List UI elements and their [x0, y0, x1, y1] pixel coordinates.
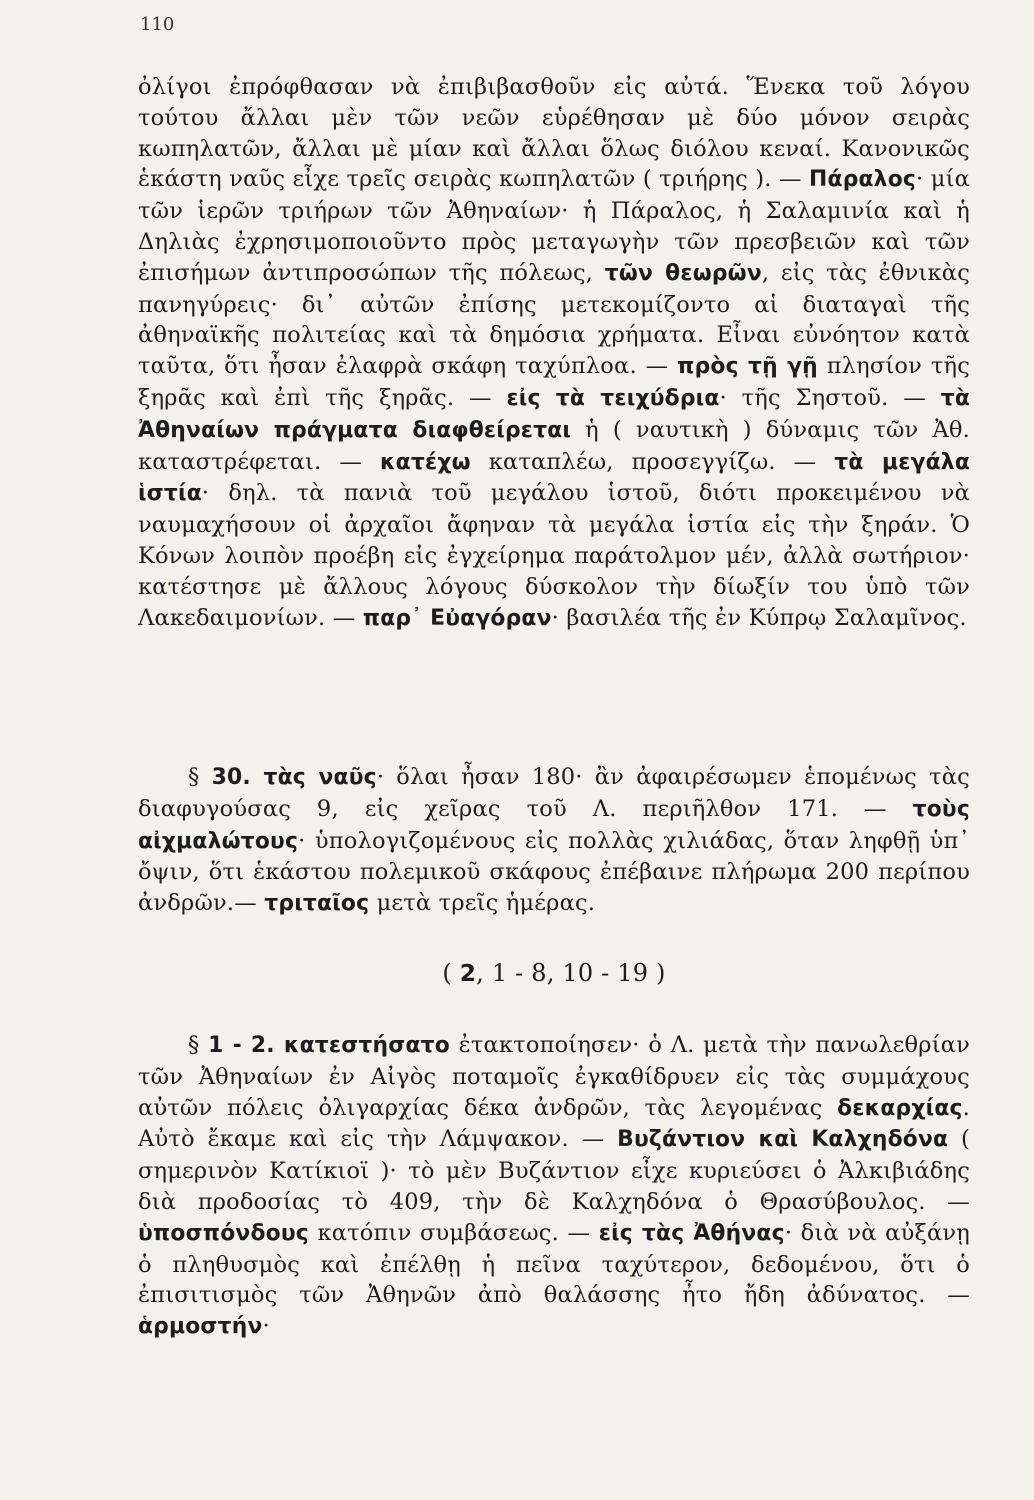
text-run: · μία τῶν ἱερῶν τριήρων τῶν Ἀθηναίων· ἡ Πάραλος, ἡ Σαλαμινία καὶ ἡ Δηλιὰς ἐχρησιμοποιοῦντο πρὸς μεταγωγὴν τῶν πρεσβειῶν καὶ τῶν ἐπισήμων ἀντιπροσώπων τῆς πόλεως, — [138, 166, 970, 286]
text-run: · διὰ νὰ αὐξάνῃ ὁ πληθυσμὸς καὶ ἐπέλθῃ ἡ πεῖνα ταχύτερον, δεδομένου, ὅτι ὁ ἐπισιτισμὸς τῶν Ἀθηνῶν ἀπὸ θαλάσσης ἦτο ἤδη ἀδύνατος. — — [138, 1219, 970, 1309]
text-run: ἐτακτοποίησεν· ὁ Λ. μετὰ τὴν πανωλεθρίαν τῶν Ἀθηναίων ἐν Αἰγὸς ποταμοῖς ἐγκαθίδρυεν εἰς τὰς συμμάχους αὐτῶν πόλεις ὀλιγαρχίας δέκα ἀνδρῶν, τὰς λεγομένας — [138, 1032, 970, 1121]
paragraph-paralos — [138, 72, 970, 634]
text-run: μετὰ τρεῖς ἡμέρας. — [369, 890, 596, 917]
text-run: § — [188, 764, 212, 790]
bold-term: ἁρμοστήν — [138, 1314, 263, 1340]
bold-term: κατέχω — [379, 449, 471, 475]
bold-term: ὑποσπόνδους — [138, 1220, 309, 1246]
chapter-reference — [138, 958, 970, 990]
bold-term: εἰς τὰ τειχύδρια — [506, 385, 720, 411]
text-run: · ὅλαι ἦσαν 180· ἂν ἀφαιρέσωμεν ἑπομένως τὰς διαφυγούσας 9, εἰς χεῖρας τοῦ Λ. περιῆλθον 171. — — [138, 764, 970, 822]
bold-term: τριταῖος — [264, 891, 370, 917]
commentary-section-b — [138, 762, 970, 920]
bold-term: 1 - 2. κατεστήσατο — [208, 1033, 450, 1058]
text-run: · δηλ. τὰ πανιὰ τοῦ μεγάλου ἱστοῦ, διότι προκειμένου νὰ ναυμαχήσουν οἱ ἀρχαῖοι ἄφηναν τὰ μεγάλα ἱστία εἰς τὴν ξηράν. Ὁ Κόνων λοιπὸν προέβη εἰς ἐγχείρημα παράτολμον μέν, ἀλλὰ σωτήριον· κατέστησε μὲ ἄλλους λόγους δύσκολον τὴν δίωξίν του ὑπὸ τῶν Λακεδαιμονίων. — — [138, 480, 970, 631]
commentary-section-d — [138, 1030, 970, 1343]
text-run: καταπλέω, προσεγγίζω. — — [470, 448, 835, 475]
text-run: ( — [442, 959, 460, 987]
bold-term: τὰ Ἀθηναίων πράγματα διαφθείρεται — [138, 385, 971, 443]
text-run: , 1 - 8, 10 - 19 ) — [476, 959, 666, 987]
text-run: · τῆς Σηστοῦ. — — [719, 384, 941, 411]
text-run: · βασιλέα τῆς ἐν Κύπρῳ Σαλαμῖνος. — [551, 604, 967, 631]
text-run: ὀλίγοι ἐπρόφθασαν νὰ ἐπιβιβασθοῦν εἰς αὐτά. Ἕνεκα τοῦ λόγου τούτου ἄλλαι μὲν τῶν νεῶν εὑρέθησαν μὲ δύο μόνον σειρὰς κωπηλατῶν, ἄλλαι μὲ μίαν καὶ ἄλλαι ὅλως διόλου κεναί. Κανονικῶς ἑκάστη ναῦς εἶχε τρεῖς σειρὰς κωπηλατῶν ( τριήρης ). — — [138, 74, 970, 193]
bold-term: τὰ μεγάλα ἱστία — [138, 449, 971, 507]
text-run: . Αὐτὸ ἔκαμε καὶ εἰς τὴν Λάμψακον. — — [138, 1094, 970, 1153]
bold-term: τοὺς αἰχμαλώτους — [138, 796, 970, 854]
text-run: ἡ ( ναυτικὴ ) δύναμις τῶν Ἀθ. καταστρέφεται. — — [138, 416, 970, 475]
paragraph-section-1-2 — [138, 1030, 970, 1343]
text-run: , εἰς τὰς ἐθνικὰς πανηγύρεις· δι᾿ αὐτῶν ἐπίσης μετεκομίζοντο αἱ διαταγαὶ τῆς ἀθηναϊκῆς πολιτείας καὶ τὰ δημόσια χρήματα. Εἶναι εὐνόητον κατὰ ταῦτα, ὅτι ἦσαν ἐλαφρὰ σκάφη ταχύπλοα. — — [138, 259, 971, 380]
bold-term: εἰς τὰς Ἀθήνας — [598, 1220, 785, 1246]
page-number: 110 — [140, 14, 175, 35]
bold-term: 30. τὰς ναῦς — [211, 765, 377, 790]
bold-term: Βυζάντιον καὶ Καλχηδόνα — [617, 1127, 949, 1153]
bold-term: 2 — [459, 960, 477, 987]
text-run: § — [188, 1032, 209, 1058]
bold-term: δεκαρχίας — [837, 1095, 963, 1121]
text-run: ( σημερινὸν Κατίκιοϊ )· τὸ μὲν Βυζάντιον εἶχε κυριεύσει ὁ Ἀλκιβιάδης διὰ προδοσίας τὸ 409, τὴν δὲ Καλχηδόνα ὁ Θρασύβουλος. — — [138, 1126, 970, 1215]
text-run: · — [262, 1313, 270, 1340]
bold-term: Πάραλος — [809, 167, 917, 193]
bold-term: τῶν θεωρῶν — [604, 260, 762, 286]
commentary-section-a — [138, 72, 970, 634]
bold-term: πρὸς τῇ γῇ — [677, 354, 818, 380]
text-run: πλησίον τῆς ξηρᾶς καὶ ἐπὶ τῆς ξηρᾶς. — — [138, 353, 970, 411]
text-run: · ὑπολογιζομένους εἰς πολλὰς χιλιάδας, ὅταν ληφθῇ ὑπ᾿ ὄψιν, ὅτι ἑκάστου πολεμικοῦ σκάφους ἐπέβαινε πλήρωμα 200 περίπου ἀνδρῶν.— — [138, 827, 970, 917]
text-run: κατόπιν συμβάσεως. — — [308, 1219, 599, 1246]
paragraph-section-30 — [138, 762, 970, 920]
chapter-reference-text — [138, 958, 970, 990]
bold-term: παρ᾿ Εὐαγόραν — [362, 605, 552, 631]
